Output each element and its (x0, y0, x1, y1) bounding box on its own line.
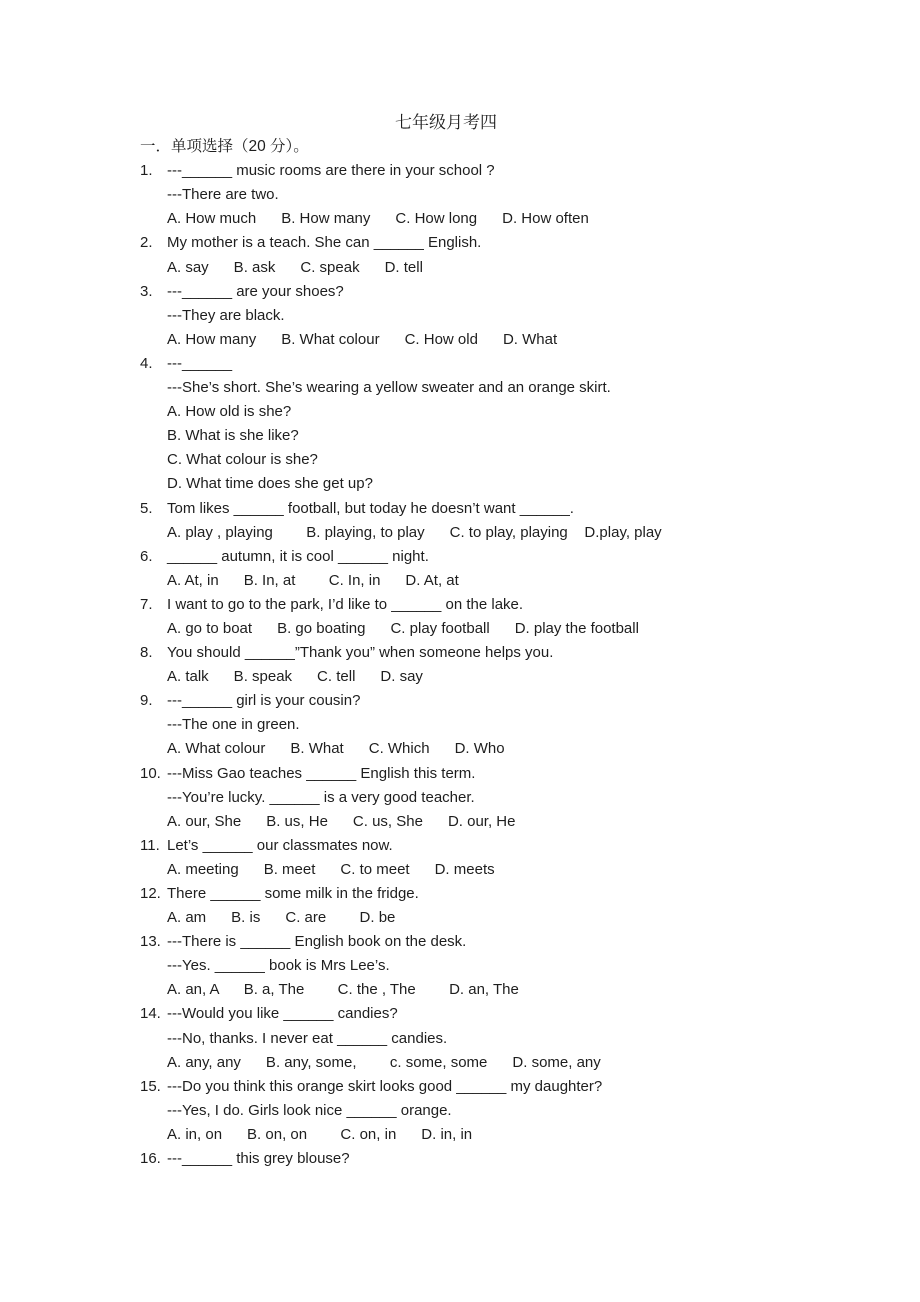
question-item (140, 280, 752, 352)
question-body (167, 352, 752, 497)
question-number: 1. (140, 162, 153, 180)
question-line: Let’s ______ our classmates now. (167, 836, 393, 854)
question-body (167, 689, 752, 761)
question-line: There ______ some milk in the fridge. (167, 885, 419, 902)
question-number: 9. (140, 692, 153, 710)
question-line: A. meeting B. meet C. to meet D. meets (167, 860, 495, 878)
question-line: A. How many B. What colour C. How old D. What (167, 330, 558, 348)
question-line: My mother is a teach. She can ______ English. (167, 234, 482, 252)
question-item (140, 352, 752, 497)
question-number: 13. (140, 933, 161, 951)
question-body (167, 159, 752, 231)
section-heading: 一．单项选择（20 分）。 (140, 138, 309, 156)
question-number: 11. (140, 836, 160, 854)
question-line: ---There is ______ English book on the desk. (167, 933, 467, 951)
question-line: ---______ (167, 354, 233, 372)
question-number: 15. (140, 1077, 161, 1095)
question-body (167, 882, 752, 930)
question-line: You should ______”Thank you” when someone helps you. (167, 644, 554, 662)
question-number: 2. (140, 234, 153, 252)
question-item (140, 545, 752, 593)
question-number: 7. (140, 595, 153, 613)
question-line: ---______ are your shoes? (167, 282, 344, 300)
question-line: Tom likes ______ football, but today he doesn’t want ______. (167, 499, 574, 517)
question-line: A. How much B. How many C. How long D. How often (167, 210, 589, 228)
question-number: 6. (140, 547, 153, 565)
question-line: A. an, A B. a, The C. the , The D. an, The (167, 981, 519, 999)
question-line: A. am B. is C. are D. be (167, 909, 396, 927)
question-line: ---Do you think this orange skirt looks good ______ my daughter? (167, 1077, 603, 1095)
question-item (140, 1075, 752, 1147)
question-item (140, 882, 752, 930)
question-line: A. go to boat B. go boating C. play football D. play the football (167, 619, 639, 637)
question-item (140, 593, 752, 641)
question-number: 3. (140, 282, 153, 300)
question-body (167, 231, 752, 279)
question-line: ---Yes, I do. Girls look nice ______ orange. (167, 1101, 452, 1119)
question-item (140, 231, 752, 279)
question-item (140, 930, 752, 1002)
question-number: 14. (140, 1005, 161, 1023)
question-line: A. play , playing B. playing, to play C. to play, playing D.play, play (167, 523, 662, 541)
question-body (167, 497, 752, 545)
question-body (167, 930, 752, 1002)
question-line: A. What colour B. What C. Which D. Who (167, 740, 505, 758)
question-line: A. talk B. speak C. tell D. say (167, 668, 423, 686)
question-body (167, 1147, 752, 1171)
question-line: ---They are black. (167, 306, 285, 324)
question-line: ---______ girl is your cousin? (167, 692, 361, 710)
question-body (167, 593, 752, 641)
question-item (140, 834, 752, 882)
question-body (167, 280, 752, 352)
question-line: ---You’re lucky. ______ is a very good teacher. (167, 788, 475, 806)
question-line: ---The one in green. (167, 716, 300, 734)
question-item (140, 1002, 752, 1074)
question-line: A. say B. ask C. speak D. tell (167, 258, 423, 276)
question-line: ---Miss Gao teaches ______ English this term. (167, 764, 476, 782)
question-line: ---______ this grey blouse? (167, 1150, 350, 1168)
question-line: ---There are two. (167, 186, 279, 204)
question-item (140, 497, 752, 545)
question-list (140, 159, 752, 1171)
question-line: D. What time does she get up? (167, 475, 373, 493)
question-item (140, 689, 752, 761)
question-line: ---She’s short. She’s wearing a yellow sweater and an orange skirt. (167, 379, 611, 397)
question-line: I want to go to the park, I’d like to ______ on the lake. (167, 595, 524, 613)
question-item (140, 641, 752, 689)
question-line: ______ autumn, it is cool ______ night. (167, 547, 429, 565)
question-line: A. in, on B. on, on C. on, in D. in, in (167, 1125, 473, 1143)
question-line: A. How old is she? (167, 403, 292, 421)
question-line: C. What colour is she? (167, 451, 318, 469)
question-body (167, 545, 752, 593)
question-number: 16. (140, 1150, 161, 1168)
question-body (167, 834, 752, 882)
question-line: A. any, any B. any, some, c. some, some D. some, any (167, 1053, 601, 1071)
question-body (167, 1002, 752, 1074)
question-number: 12. (140, 885, 161, 902)
question-body (167, 641, 752, 689)
question-line: ---No, thanks. I never eat ______ candies. (167, 1029, 448, 1047)
question-line: A. our, She B. us, He C. us, She D. our, He (167, 812, 516, 830)
question-number: 5. (140, 499, 153, 517)
document-content (140, 111, 752, 1171)
document-title: 七年级月考四 (395, 113, 497, 133)
question-body (167, 1075, 752, 1147)
question-number: 4. (140, 354, 153, 372)
question-item (140, 762, 752, 834)
question-line: ---______ music rooms are there in your school ? (167, 162, 495, 180)
question-number: 8. (140, 644, 153, 662)
question-number: 10. (140, 764, 161, 782)
question-line: B. What is she like? (167, 427, 299, 445)
question-line: ---Would you like ______ candies? (167, 1005, 398, 1023)
question-body (167, 762, 752, 834)
question-line: A. At, in B. In, at C. In, in D. At, at (167, 571, 459, 589)
question-item (140, 1147, 752, 1171)
question-line: ---Yes. ______ book is Mrs Lee’s. (167, 957, 390, 975)
question-item (140, 159, 752, 231)
